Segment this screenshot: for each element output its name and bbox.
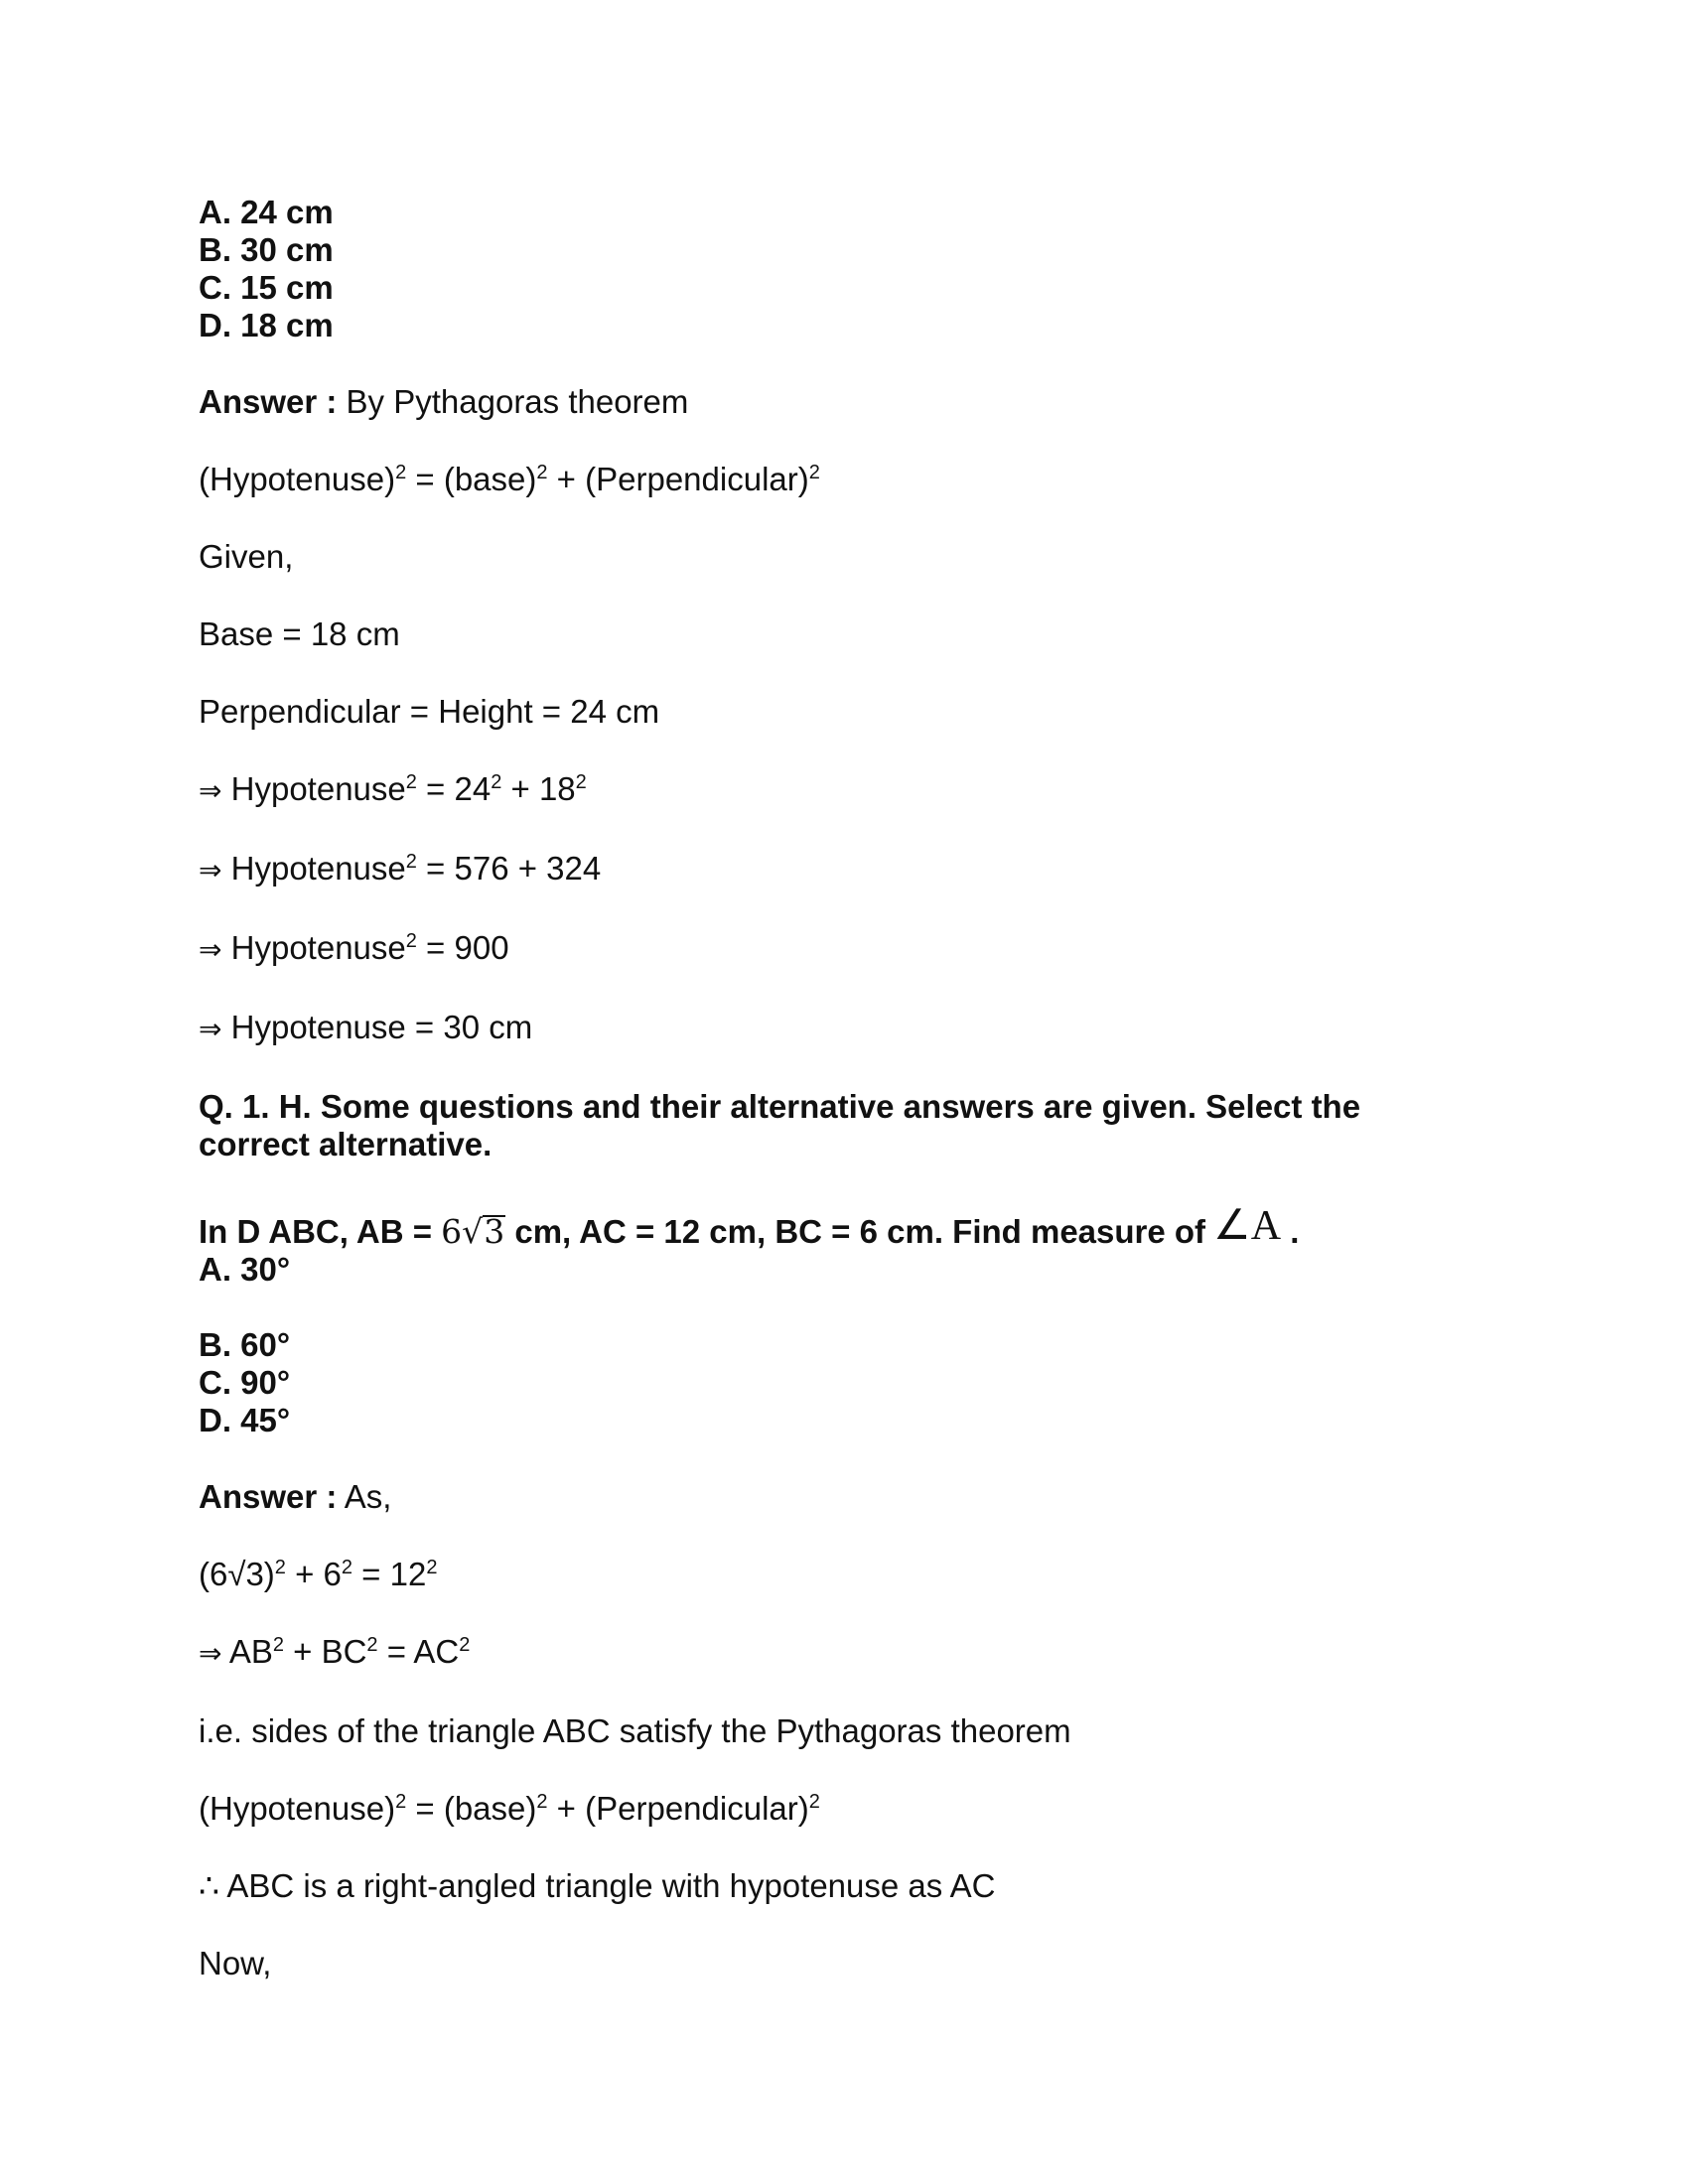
six: 6 — [441, 1212, 463, 1251]
implies-icon: ⇒ — [199, 774, 222, 807]
implies-icon: ⇒ — [199, 1637, 222, 1670]
option-a: A. 30° — [199, 1251, 291, 1288]
answer-intro-text: As, — [337, 1478, 392, 1515]
answer-label: Answer : — [199, 1478, 338, 1515]
implies-icon: ⇒ — [199, 854, 222, 887]
option-d: D. 18 cm — [199, 307, 334, 343]
step-3: ⇒ Hypotenuse$^2$ = 900 — [199, 929, 509, 966]
question-heading: Q. 1. H. Some questions and their alternative answers are given. Select the correct alternative. — [199, 1088, 1361, 1162]
option-b: B. 30 cm — [199, 231, 334, 268]
equation-line: $(6√3)^2 + 6^2 = 12^2$ — [199, 1556, 438, 1592]
step-1: ⇒ Hypotenuse$^2$ = $24^2 + 18^2$ — [199, 770, 587, 807]
sqrt-icon: √ — [462, 1212, 484, 1251]
answer-intro — [199, 383, 1489, 421]
perpendicular-line: Perpendicular = Height = 24 cm — [199, 693, 660, 730]
angle-icon: ∠A — [1213, 1203, 1282, 1249]
implies-icon: ⇒ — [199, 1013, 222, 1045]
document-page — [199, 194, 1489, 1982]
answer-intro — [199, 1478, 1489, 1516]
base-line: Base = 18 cm — [199, 615, 400, 652]
given-line: Given, — [199, 538, 294, 575]
implies-icon: ⇒ — [199, 933, 222, 966]
answer-label: Answer : — [199, 383, 338, 420]
q2-options — [199, 1251, 1489, 1439]
answer-intro-text: By Pythagoras theorem — [337, 383, 689, 420]
now-line: Now, — [199, 1945, 272, 1981]
step-2: ⇒ Hypotenuse$^2$ = 576 + 324 — [199, 850, 602, 887]
pythagoras-formula: (Hypotenuse)$^2$ = (base)$^2$ + (Perpendicular)$^2$ — [199, 1790, 820, 1827]
sides-equation: ⇒ $AB^2 + BC^2 = AC^2$ — [199, 1633, 471, 1670]
option-a: A. 24 cm — [199, 194, 334, 230]
pythagoras-formula: (Hypotenuse)$^2$ = (base)$^2$ + (Perpendicular)$^2$ — [199, 461, 820, 497]
option-b: B. 60° — [199, 1326, 291, 1363]
option-c: C. 90° — [199, 1364, 291, 1401]
radicand: 3 — [484, 1212, 505, 1251]
option-d: D. 45° — [199, 1402, 291, 1438]
q1-options — [199, 194, 1489, 344]
question-statement: In D ABC, AB = 6√3 cm, AC = 12 cm, BC = 6 cm. Find measure of ∠A . — [199, 1203, 1300, 1251]
explanation-line: i.e. sides of the triangle ABC satisfy the Pythagoras theorem — [199, 1712, 1071, 1749]
step-4: ⇒ Hypotenuse = 30 cm — [199, 1009, 533, 1045]
conclusion-line: ∴ ABC is a right-angled triangle with hypotenuse as AC — [199, 1867, 996, 1904]
option-c: C. 15 cm — [199, 269, 334, 306]
